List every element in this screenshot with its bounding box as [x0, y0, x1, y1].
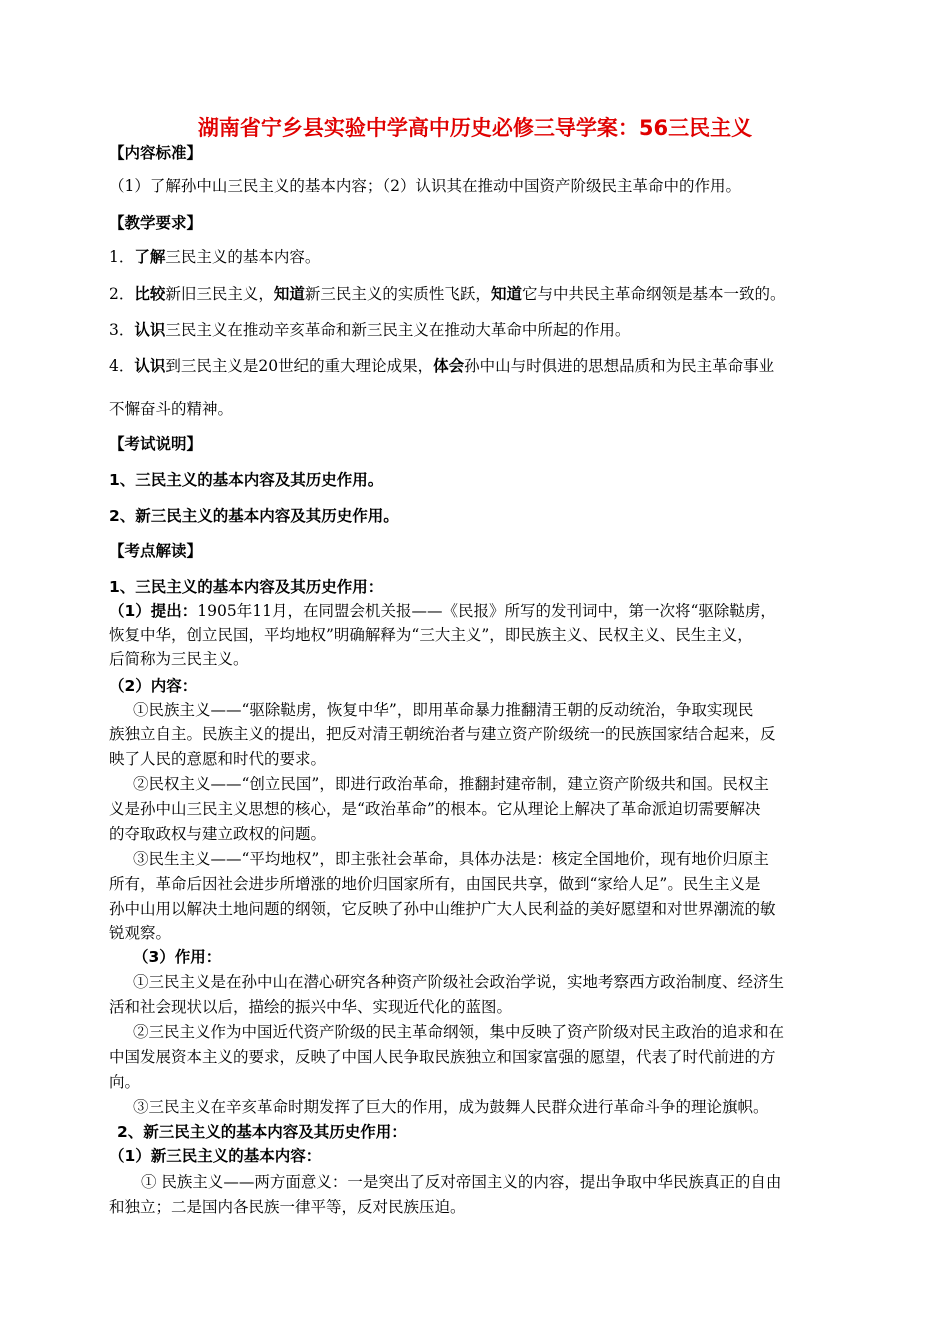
- section-heading-key-points: 【考点解读】: [109, 542, 203, 560]
- paragraph-line: 映了人民的意愿和时代的要求。: [109, 750, 327, 768]
- paragraph-line: 孙中山用以解决土地问题的纲领，它反映了孙中山维护广大人民利益的美好愿望和对世界潮流的敏: [109, 900, 776, 918]
- paragraph-line: 的夺取政权与建立政权的问题。: [109, 825, 327, 843]
- keyword: 体会: [433, 357, 465, 375]
- paragraph-line: 义是孙中山三民主义思想的核心，是“政治革命”的根本。它从理论上解决了革命派迫切需要解决: [109, 800, 761, 818]
- item-text: 新旧三民主义，: [165, 285, 274, 303]
- paragraph-line: 后简称为三民主义。: [109, 650, 249, 668]
- keyword: 比较: [134, 285, 166, 303]
- paragraph-text: 1905年11月，在同盟会机关报——《民报》所写的发刊词中，第一次将“驱除鞑虏，: [197, 602, 776, 620]
- paragraph-line: ②三民主义作为中国近代资产阶级的民主革命纲领，集中反映了资产阶级对民主政治的追求和在: [133, 1023, 785, 1041]
- paragraph-line: ②民权主义——“创立民国”，即进行政治革命，推翻封建帝制，建立资产阶级共和国。民权主: [133, 775, 769, 793]
- paragraph-line: 活和社会现状以后，描绘的振兴中华、实现近代化的蓝图。: [109, 998, 513, 1016]
- paragraph-line: ①三民主义是在孙中山在潜心研究各种资产阶级社会政治学说，实地考察西方政治制度、经济生: [133, 973, 785, 991]
- paragraph-line: 锐观察。: [109, 924, 172, 942]
- item-number: 2．: [109, 285, 135, 303]
- paragraph-line: 所有，革命后因社会进步所增涨的地价归国家所有，由国民共享，做到“家给人足”。民生主义是: [109, 875, 761, 893]
- requirement-item-2: [109, 283, 785, 305]
- item-text: 三民主义的基本内容。: [165, 248, 321, 266]
- keyword: 认识: [134, 321, 166, 339]
- label-proposal: （1）提出：: [109, 602, 198, 620]
- item-text: 它与中共民主革命纲领是基本一致的。: [521, 285, 786, 303]
- paragraph-line: 恢复中华，创立民国，平均地权”明确解释为“三大主义”，即民族主义、民权主义、民生主义，: [109, 626, 753, 644]
- label-new-content: （1）新三民主义的基本内容：: [109, 1147, 322, 1165]
- paragraph-line: 族独立自主。民族主义的提出，把反对清王朝统治者与建立资产阶级统一的民族国家结合起来，反: [109, 725, 776, 743]
- requirement-item-4: [109, 355, 774, 377]
- item-number: 4．: [109, 357, 135, 375]
- paragraph-line: ③三民主义在辛亥革命时期发挥了巨大的作用，成为鼓舞人民群众进行革命斗争的理论旗帜。: [133, 1098, 769, 1116]
- section-heading-content-standard: 【内容标准】: [109, 144, 203, 162]
- section-heading-exam-notes: 【考试说明】: [109, 435, 203, 453]
- item-text: 到三民主义是20世纪的重大理论成果，: [165, 357, 434, 375]
- exam-note-2: 2、新三民主义的基本内容及其历史作用。: [109, 507, 399, 525]
- label-content: （2）内容：: [109, 677, 198, 695]
- item-number: 1．: [109, 248, 135, 266]
- subsection-heading-1: 1、三民主义的基本内容及其历史作用：: [109, 578, 384, 596]
- label-role: （3）作用：: [133, 948, 222, 966]
- paragraph-proposal-line: [109, 600, 776, 622]
- content-standard-text: （1）了解孙中山三民主义的基本内容；（2）认识其在推动中国资产阶级民主革命中的作用。: [109, 177, 741, 195]
- exam-note-1: 1、三民主义的基本内容及其历史作用。: [109, 471, 384, 489]
- item-number: 3．: [109, 321, 135, 339]
- keyword: 知道: [273, 285, 305, 303]
- requirement-item-1: [109, 246, 320, 268]
- paragraph-line: 向。: [109, 1073, 141, 1091]
- paragraph-line: ① 民族主义——两方面意义：一是突出了反对帝国主义的内容，提出争取中华民族真正的自由: [141, 1173, 782, 1191]
- keyword: 了解: [134, 248, 166, 266]
- paragraph-line: 中国发展资本主义的要求，反映了中国人民争取民族独立和国家富强的愿望，代表了时代前进的方: [109, 1048, 776, 1066]
- paragraph-line: ③民生主义——“平均地权”，即主张社会革命，具体办法是：核定全国地价，现有地价归原主: [133, 850, 769, 868]
- section-heading-teaching-requirements: 【教学要求】: [109, 214, 203, 232]
- requirement-item-4-continued: 不懈奋斗的精神。: [109, 400, 234, 418]
- item-text: 孙中山与时俱进的思想品质和为民主革命事业: [464, 357, 775, 375]
- paragraph-line: ①民族主义——“驱除鞑虏，恢复中华”，即用革命暴力推翻清王朝的反动统治，争取实现民: [133, 701, 754, 719]
- keyword: 认识: [134, 357, 166, 375]
- paragraph-line: 和独立；二是国内各民族一律平等，反对民族压迫。: [109, 1198, 466, 1216]
- keyword: 知道: [490, 285, 522, 303]
- page-title: 湖南省宁乡县实验中学高中历史必修三导学案：56三民主义: [197, 116, 753, 140]
- item-text: 三民主义在推动辛亥革命和新三民主义在推动大革命中所起的作用。: [165, 321, 631, 339]
- requirement-item-3: [109, 319, 630, 341]
- subsection-heading-2: 2、新三民主义的基本内容及其历史作用：: [117, 1123, 407, 1141]
- item-text: 新三民主义的实质性飞跃，: [304, 285, 491, 303]
